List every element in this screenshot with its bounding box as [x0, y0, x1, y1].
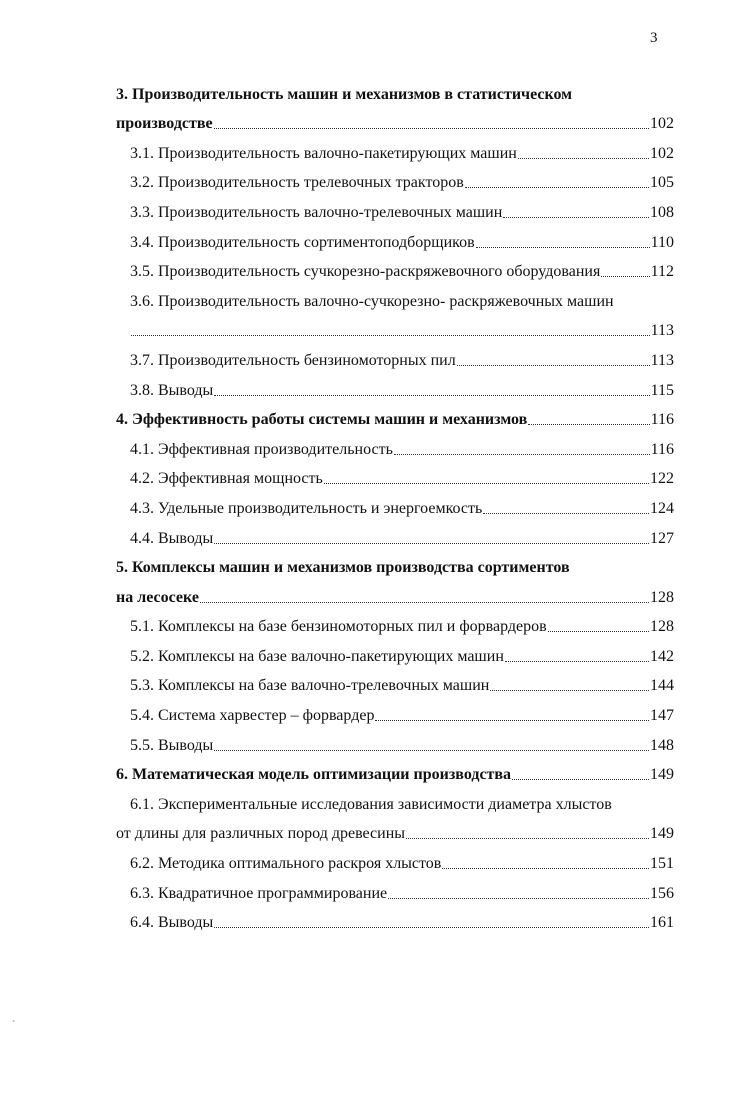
toc-entry-page: 151 — [650, 855, 674, 873]
toc-entry-title: 4.2. Эффективная мощность — [130, 470, 323, 488]
toc-entry-title: 3.8. Выводы — [130, 381, 214, 399]
toc-entry-title: 3.2. Производительность трелевочных тракторов — [130, 174, 464, 192]
toc-entry-title: 4.3. Удельные производительность и энергоемкость — [130, 499, 483, 517]
toc-entry — [116, 666, 674, 696]
dot-leader — [505, 660, 649, 662]
toc-entry-page: 127 — [650, 529, 674, 547]
toc-entry-title: 3.7. Производительность бензиномоторных пил — [130, 351, 456, 369]
stray-mark: ` — [12, 1020, 16, 1031]
toc-entry-page: 116 — [650, 440, 674, 458]
toc-entry-title: 5.2. Комплексы на базе валочно-пакетирующих машин — [130, 647, 504, 665]
toc-entry-title: 4. Эффективность работы системы машин и механизмов — [116, 411, 528, 429]
toc-entry — [116, 784, 674, 814]
toc-entry — [116, 518, 674, 548]
toc-entry-page: 149 — [650, 825, 674, 843]
toc-entry-title: 5.3. Комплексы на базе валочно-трелевочных машин — [130, 677, 490, 695]
dot-leader — [214, 749, 649, 751]
toc-entry-title: 4.1. Эффективная производительность — [130, 440, 393, 458]
dot-leader — [214, 542, 649, 544]
toc-entry-title: 5.5. Выводы — [130, 736, 214, 754]
toc-entry — [116, 636, 674, 666]
dot-leader — [406, 837, 649, 839]
toc-entry — [116, 370, 674, 400]
toc-entry — [116, 548, 674, 578]
dot-leader — [388, 897, 649, 899]
dot-leader — [518, 157, 649, 159]
toc-entry-title: 6.2. Методика оптимального раскроя хлыстов — [130, 855, 442, 873]
toc-entry-page: 105 — [650, 174, 674, 192]
toc-entry-title: 5. Комплексы машин и механизмов производства сортиментов — [116, 559, 570, 577]
toc-entry-title: 3.6. Производительность валочно-сучкорезно- раскряжевочных машин — [130, 292, 614, 310]
toc-entry-page: 144 — [650, 677, 674, 695]
toc-entry — [116, 873, 674, 903]
toc-entry-title: 5.1. Комплексы на базе бензиномоторных пил и форвардеров — [130, 618, 547, 636]
toc-entry-title: на лесосеке — [116, 588, 199, 606]
toc-entry — [116, 814, 674, 844]
dot-leader — [214, 926, 649, 928]
toc-entry-title: 3. Производительность машин и механизмов в статистическом — [116, 85, 573, 103]
dot-leader — [442, 867, 649, 869]
toc-entry-title: производстве — [116, 115, 213, 133]
toc-entry — [116, 577, 674, 607]
toc-entry-title: 6.1. Экспериментальные исследования зависимости диаметра хлыстов — [130, 795, 612, 813]
toc-entry — [116, 311, 674, 341]
toc-entry-page: 156 — [650, 884, 674, 902]
toc-entry-page: 147 — [650, 707, 674, 725]
toc-entry — [116, 74, 674, 104]
toc-entry-title: 3.3. Производительность валочно-трелевочных машин — [130, 203, 503, 221]
dot-leader — [457, 364, 650, 366]
toc-entry-page: 115 — [650, 381, 674, 399]
toc-entry-page: 149 — [650, 766, 674, 784]
toc-entry — [116, 104, 674, 134]
toc-entry-title: 6.3. Квадратичное программирование — [130, 884, 388, 902]
toc-entry-page: 108 — [650, 203, 674, 221]
toc-entry-page: 102 — [650, 144, 674, 162]
dot-leader — [200, 601, 649, 603]
dot-leader — [214, 394, 649, 396]
dot-leader — [131, 334, 650, 336]
toc-entry-page: 128 — [650, 618, 674, 636]
toc-entry-title: 3.5. Производительность сучкорезно-раскряжевочного оборудования — [130, 263, 601, 281]
dot-leader — [476, 246, 650, 248]
toc-entry-page: 113 — [650, 322, 674, 340]
toc-entry — [116, 903, 674, 933]
toc-entry-page: 122 — [650, 470, 674, 488]
toc-entry — [116, 192, 674, 222]
toc-entry — [116, 755, 674, 785]
toc-entry-page: 116 — [650, 411, 674, 429]
toc-entry — [116, 607, 674, 637]
dot-leader — [483, 512, 649, 514]
toc-entry-title: 3.4. Производительность сортиментоподборщиков — [130, 233, 475, 251]
dot-leader — [324, 482, 649, 484]
toc-entry — [116, 400, 674, 430]
toc-entry — [116, 429, 674, 459]
toc-entry-page: 128 — [650, 588, 674, 606]
toc-entry — [116, 488, 674, 518]
toc-entry — [116, 163, 674, 193]
dot-leader — [375, 719, 649, 721]
dot-leader — [601, 275, 649, 277]
toc-entry-page: 124 — [650, 499, 674, 517]
toc-entry-title: 3.1. Производительность валочно-пакетирующих машин — [130, 144, 517, 162]
dot-leader — [548, 630, 649, 632]
toc-entry-page: 142 — [650, 647, 674, 665]
toc-entry-title: от длины для различных пород древесины — [116, 825, 406, 843]
toc-entry-title: 5.4. Система харвестер – форвардер — [130, 707, 375, 725]
table-of-contents — [116, 74, 674, 932]
toc-entry-title: 6.4. Выводы — [130, 914, 214, 932]
dot-leader — [214, 127, 649, 129]
toc-entry-page: 161 — [650, 914, 674, 932]
toc-entry-page: 102 — [650, 115, 674, 133]
toc-entry-page: 112 — [650, 263, 674, 281]
toc-entry — [116, 252, 674, 282]
dot-leader — [394, 453, 650, 455]
toc-entry-title: 6. Математическая модель оптимизации производства — [116, 766, 512, 784]
toc-entry — [116, 222, 674, 252]
toc-entry — [116, 695, 674, 725]
toc-entry-page: 148 — [650, 736, 674, 754]
toc-entry — [116, 281, 674, 311]
dot-leader — [490, 689, 649, 691]
dot-leader — [465, 186, 649, 188]
toc-entry — [116, 843, 674, 873]
dot-leader — [503, 216, 649, 218]
toc-entry — [116, 459, 674, 489]
toc-entry — [116, 133, 674, 163]
toc-entry-page: 113 — [650, 351, 674, 369]
dot-leader — [528, 423, 649, 425]
page-number: 3 — [650, 30, 658, 46]
dot-leader — [512, 778, 649, 780]
toc-entry — [116, 340, 674, 370]
toc-entry-title: 4.4. Выводы — [130, 529, 214, 547]
toc-entry — [116, 725, 674, 755]
toc-entry-page: 110 — [650, 233, 674, 251]
